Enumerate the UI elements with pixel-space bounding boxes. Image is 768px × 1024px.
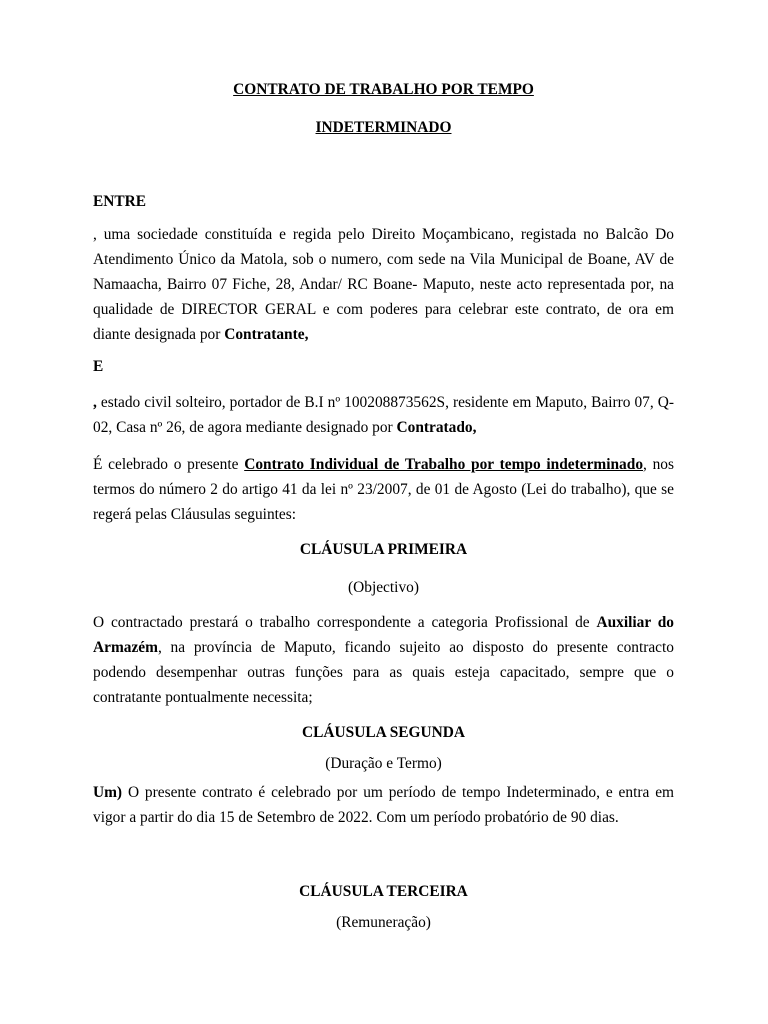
clause-3-heading: CLÁUSULA TERCEIRA bbox=[299, 883, 468, 900]
clause-2-item-text: O presente contrato é celebrado por um período de tempo Indeterminado, e entra em vigor a partir do dia 15 de Setembro de 2022. Com um período probatório de 90 dias. bbox=[93, 784, 674, 826]
clause-2-heading: CLÁUSULA SEGUNDA bbox=[302, 724, 465, 741]
intro-pre: É celebrado o presente bbox=[93, 456, 245, 473]
title-line-1: CONTRATO DE TRABALHO POR TEMPO bbox=[233, 81, 534, 98]
party-contratante-text: , uma sociedade constituída e regida pelo Direito Moçambicano, registada no Balcão Do Atendimento Único da Matola, sob o numero, com sede na Vila Municipal de Boane, AV de Namaacha, Bairro 07 Fiche, 28, Andar/ RC Boane- Maputo, neste acto representada por, na qualidade de DIRECTOR GERAL e com poderes para celebrar este contrato, de ora em diante designada por bbox=[93, 226, 674, 343]
contratante-label: Contratante, bbox=[224, 326, 309, 343]
clause-2-item-um bbox=[93, 780, 674, 830]
party-contratado-comma: , bbox=[93, 394, 97, 411]
title-line-2: INDETERMINADO bbox=[315, 119, 452, 136]
intro-post: , nos termos do número 2 do artigo 41 da lei nº 23/2007, de 01 de Agosto (Lei do trabalho), que se regerá pelas Cláusulas seguintes: bbox=[93, 456, 674, 523]
clause-1-text-pre: O contractado prestará o trabalho correspondente a categoria Profissional de bbox=[93, 614, 597, 631]
party-contratado-text: estado civil solteiro, portador de B.I nº 100208873562S, residente em Maputo, Bairro 07, Q-02, Casa nº 26, de agora mediante designado por bbox=[93, 394, 674, 436]
job-category: Auxiliar do Armazém bbox=[93, 614, 674, 656]
clause-2-subtitle: (Duração e Termo) bbox=[325, 755, 442, 772]
intro-paragraph bbox=[93, 452, 674, 527]
document-body bbox=[93, 80, 674, 933]
clause-1-text bbox=[93, 610, 674, 710]
clause-1-heading: CLÁUSULA PRIMEIRA bbox=[299, 541, 468, 558]
clause-1-text-post: , na província de Maputo, ficando sujeito ao disposto do presente contracto podendo desempenhar outras funções para as quais esteja capacitado, sempre que o contratante pontualmente necessita; bbox=[93, 639, 674, 706]
party-contratante-paragraph bbox=[93, 222, 674, 347]
party-contratado-paragraph bbox=[93, 390, 674, 440]
clause-1-subtitle: (Objectivo) bbox=[348, 579, 419, 596]
entre-heading: ENTRE bbox=[93, 193, 147, 210]
clause-2-item-label: Um) bbox=[93, 784, 123, 801]
e-connector: E bbox=[93, 358, 104, 375]
clause-3-subtitle: (Remuneração) bbox=[336, 914, 431, 931]
contract-name: Contrato Individual de Trabalho por tempo indeterminado bbox=[244, 456, 644, 473]
contratado-label: Contratado, bbox=[396, 419, 477, 436]
